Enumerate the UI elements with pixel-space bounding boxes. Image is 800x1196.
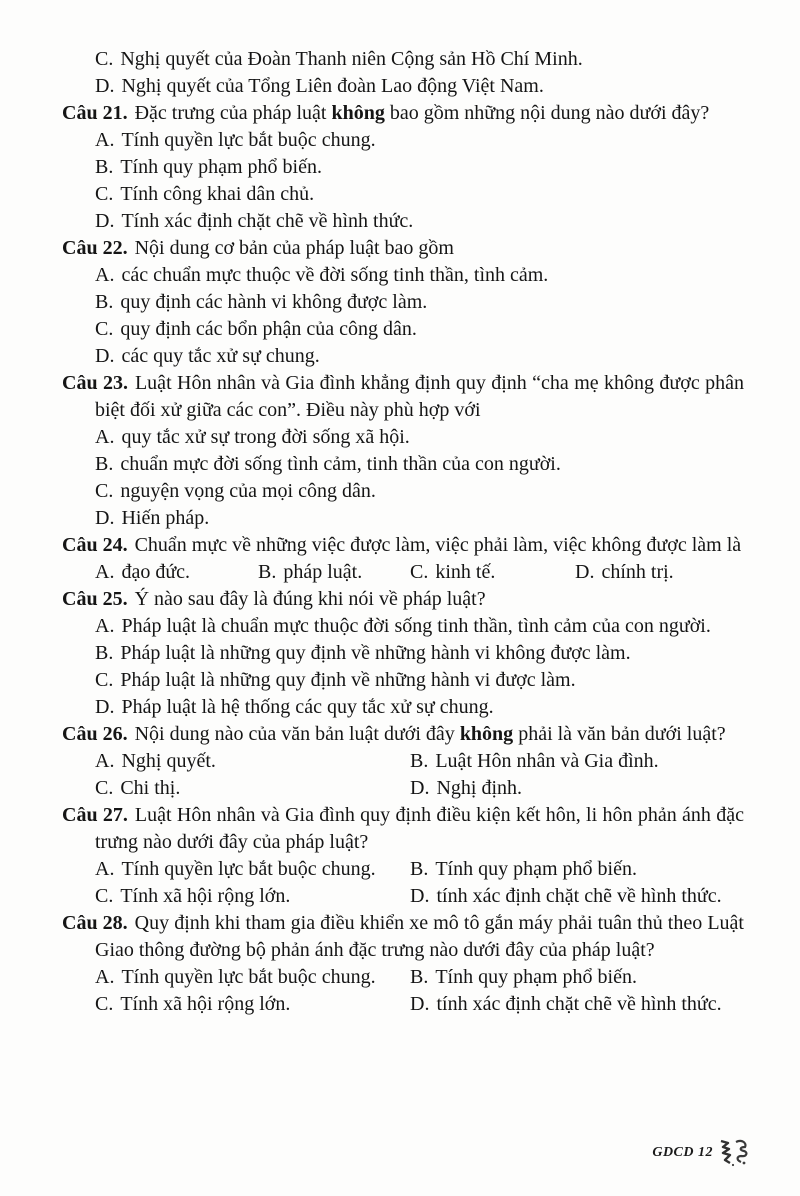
- answer-option: [410, 964, 744, 991]
- option-label: C.: [95, 480, 114, 502]
- options-group: [95, 964, 744, 1018]
- answer-option: [410, 991, 744, 1018]
- answer-option: [410, 775, 744, 802]
- option-label: D.: [95, 345, 115, 367]
- answer-option: [410, 856, 744, 883]
- question-text: [62, 235, 744, 262]
- option-label: A.: [95, 264, 115, 286]
- option-text: Tính quy phạm phổ biến.: [435, 858, 637, 880]
- option-label: C.: [95, 777, 114, 799]
- answer-option: [95, 559, 258, 586]
- question-block: [62, 235, 744, 370]
- option-label: D.: [410, 885, 430, 907]
- option-text: Tính xã hội rộng lớn.: [120, 885, 291, 907]
- answer-option: [95, 640, 744, 667]
- question-text: [62, 532, 744, 559]
- options-group: [62, 424, 744, 532]
- answer-option: [95, 964, 410, 991]
- option-text: Tính quy phạm phổ biến.: [120, 156, 322, 178]
- option-text: các chuẩn mực thuộc về đời sống tinh thần, tình cảm.: [121, 264, 549, 286]
- answer-option: [95, 208, 744, 235]
- question-number: Câu 28.: [62, 912, 128, 934]
- answer-option: [95, 613, 744, 640]
- question-block: [62, 802, 744, 910]
- question-block: [62, 100, 744, 235]
- option-label: D.: [575, 561, 595, 583]
- answer-option: [95, 775, 410, 802]
- option-text: chính trị.: [601, 561, 674, 583]
- option-label: A.: [95, 426, 115, 448]
- question-number: Câu 23.: [62, 372, 128, 394]
- question-block: [62, 721, 744, 802]
- stamp-mark: [718, 1138, 750, 1168]
- option-text: quy định các bổn phận của công dân.: [120, 318, 417, 340]
- question-number: Câu 24.: [62, 534, 128, 556]
- question-number: Câu 22.: [62, 237, 128, 259]
- answer-option: [95, 181, 744, 208]
- options-group: [62, 127, 744, 235]
- answer-option: [410, 748, 744, 775]
- options-group: [95, 559, 744, 586]
- question-body: Ý nào sau đây là đúng khi nói về pháp luật?: [134, 588, 486, 610]
- option-label: B.: [410, 966, 429, 988]
- option-text: quy định các hành vi không được làm.: [120, 291, 428, 313]
- question-block: [62, 370, 744, 532]
- option-text: Tính quyền lực bắt buộc chung.: [121, 129, 376, 151]
- question-body: Quy định khi tham gia điều khiển xe mô tô gắn máy phải tuân thủ theo Luật Giao thông đường bộ phản ánh đặc trưng nào dưới đây của pháp luật?: [95, 912, 744, 961]
- option-text: đạo đức.: [121, 561, 191, 583]
- option-text: chuẩn mực đời sống tình cảm, tinh thần của con người.: [120, 453, 561, 475]
- option-text: pháp luật.: [283, 561, 363, 583]
- option-label: D.: [410, 777, 430, 799]
- question-body: Nội dung nào của văn bản luật dưới đây không phải là văn bản dưới luật?: [134, 723, 726, 745]
- answer-option: [95, 748, 410, 775]
- answer-option: [95, 694, 744, 721]
- question-block: [62, 910, 744, 1018]
- question-text: [62, 370, 744, 424]
- question-block: [62, 532, 744, 586]
- test-content: [62, 46, 744, 1018]
- answer-option: [95, 343, 744, 370]
- question-text: [62, 586, 744, 613]
- option-text: các quy tắc xử sự chung.: [121, 345, 320, 367]
- option-label: B.: [410, 858, 429, 880]
- option-text: tính xác định chặt chẽ về hình thức.: [436, 993, 722, 1015]
- option-label: A.: [95, 966, 115, 988]
- option-label: C.: [95, 48, 114, 70]
- option-text: tính xác định chặt chẽ về hình thức.: [436, 885, 722, 907]
- answer-option: [95, 127, 744, 154]
- option-label: A.: [95, 561, 115, 583]
- answer-option: [95, 856, 410, 883]
- options-group: [95, 856, 744, 910]
- option-text: nguyện vọng của mọi công dân.: [120, 480, 376, 502]
- question-number: Câu 26.: [62, 723, 128, 745]
- question-body: Chuẩn mực về những việc được làm, việc phải làm, việc không được làm là: [134, 534, 742, 556]
- option-text: Pháp luật là chuẩn mực thuộc đời sống tinh thần, tình cảm của con người.: [121, 615, 711, 637]
- answer-option: [95, 73, 744, 100]
- page-footer: [652, 1138, 750, 1168]
- question-body: Luật Hôn nhân và Gia đình khẳng định quy định “cha mẹ không được phân biệt đối xử giữa các con”. Điều này phù hợp với: [95, 372, 744, 421]
- answer-option: [575, 559, 744, 586]
- option-label: D.: [95, 75, 115, 97]
- answer-option: [95, 154, 744, 181]
- footer-page-label: GDCD 12: [652, 1145, 713, 1160]
- answer-option: [95, 505, 744, 532]
- answer-option: [258, 559, 410, 586]
- leading-options-group: [62, 46, 744, 100]
- question-body: Luật Hôn nhân và Gia đình quy định điều kiện kết hôn, li hôn phản ánh đặc trưng nào dưới đây của pháp luật?: [95, 804, 744, 853]
- option-label: B.: [258, 561, 277, 583]
- option-text: Nghị định.: [436, 777, 523, 799]
- question-body: Nội dung cơ bản của pháp luật bao gồm: [134, 237, 454, 259]
- answer-option: [95, 883, 410, 910]
- option-text: Chi thị.: [120, 777, 181, 799]
- answer-option: [95, 478, 744, 505]
- option-text: Nghị quyết của Đoàn Thanh niên Cộng sản Hồ Chí Minh.: [120, 48, 583, 70]
- question-block: [62, 586, 744, 721]
- option-label: B.: [95, 642, 114, 664]
- question-number: Câu 25.: [62, 588, 128, 610]
- option-label: D.: [95, 696, 115, 718]
- option-label: C.: [95, 885, 114, 907]
- answer-option: [95, 262, 744, 289]
- answer-option: [95, 991, 410, 1018]
- options-group: [62, 613, 744, 721]
- option-text: Nghị quyết.: [121, 750, 216, 772]
- answer-option: [95, 316, 744, 343]
- option-text: Tính xác định chặt chẽ về hình thức.: [121, 210, 414, 232]
- bold-text: không: [331, 102, 385, 124]
- options-group: [62, 262, 744, 370]
- option-label: A.: [95, 750, 115, 772]
- option-text: quy tắc xử sự trong đời sống xã hội.: [121, 426, 410, 448]
- option-label: C.: [95, 993, 114, 1015]
- option-label: B.: [95, 453, 114, 475]
- option-label: A.: [95, 129, 115, 151]
- answer-option: [95, 289, 744, 316]
- option-text: Tính quyền lực bắt buộc chung.: [121, 858, 376, 880]
- option-text: Nghị quyết của Tổng Liên đoàn Lao động Việt Nam.: [121, 75, 544, 97]
- option-text: Tính quyền lực bắt buộc chung.: [121, 966, 376, 988]
- question-text: [62, 910, 744, 964]
- question-number: Câu 21.: [62, 102, 128, 124]
- answer-option: [95, 667, 744, 694]
- bold-text: không: [459, 723, 514, 745]
- option-text: Hiến pháp.: [121, 507, 210, 529]
- option-label: D.: [410, 993, 430, 1015]
- option-label: C.: [410, 561, 429, 583]
- option-text: Pháp luật là hệ thống các quy tắc xử sự chung.: [121, 696, 494, 718]
- answer-option: [95, 451, 744, 478]
- option-label: D.: [95, 507, 115, 529]
- question-text: [62, 802, 744, 856]
- option-text: Tính quy phạm phổ biến.: [435, 966, 637, 988]
- answer-option: [410, 883, 744, 910]
- option-label: B.: [95, 156, 114, 178]
- option-label: C.: [95, 318, 114, 340]
- option-text: Tính công khai dân chủ.: [120, 183, 315, 205]
- question-text: [62, 721, 744, 748]
- answer-option: [95, 424, 744, 451]
- option-label: A.: [95, 615, 115, 637]
- option-label: B.: [410, 750, 429, 772]
- questions-list: [62, 100, 744, 1018]
- option-label: A.: [95, 858, 115, 880]
- question-number: Câu 27.: [62, 804, 128, 826]
- option-label: D.: [95, 210, 115, 232]
- option-text: Tính xã hội rộng lớn.: [120, 993, 291, 1015]
- option-text: Pháp luật là những quy định về những hành vi không được làm.: [120, 642, 631, 664]
- option-text: Luật Hôn nhân và Gia đình.: [435, 750, 659, 772]
- question-text: [62, 100, 744, 127]
- option-label: C.: [95, 183, 114, 205]
- options-group: [95, 748, 744, 802]
- question-body: Đặc trưng của pháp luật không bao gồm những nội dung nào dưới đây?: [134, 102, 710, 124]
- option-label: C.: [95, 669, 114, 691]
- answer-option: [410, 559, 575, 586]
- answer-option: [95, 46, 744, 73]
- option-label: B.: [95, 291, 114, 313]
- option-text: kinh tế.: [435, 561, 496, 583]
- option-text: Pháp luật là những quy định về những hành vi được làm.: [120, 669, 576, 691]
